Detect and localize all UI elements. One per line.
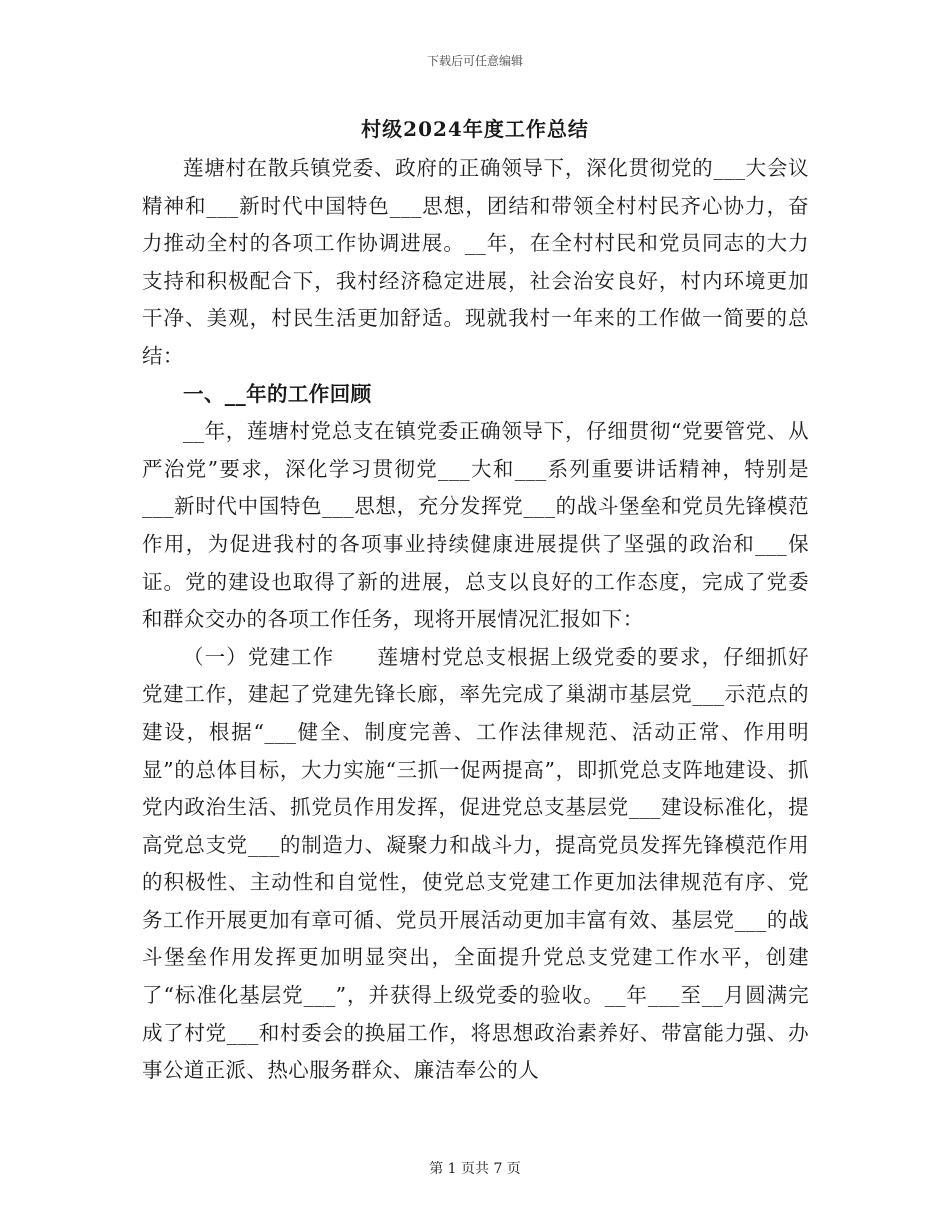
document-title: 村级2024年度工作总结 [361,117,589,141]
page-number: 第 1 页共 7 页 [429,1161,521,1177]
body-paragraph: （一）党建工作 莲塘村党总支根据上级党委的要求，仔细抓好党建工作，建起了党建先锋长廊，率先完成了巢湖市基层党___示范点的建设，根据“___健全、制度完善、工作法律规范、活动正常、作用明显”的总体目标，大力实施“三抓一促两提高”，即抓党总支阵地建设、抓党内政治生活、抓党员作用发挥，促进党总支基层党___建设标准化，提高党总支党___的制造力、凝聚力和战斗力，提高党员发挥先锋模范作用的积极性、主动性和自觉性，使党总支党建工作更加法律规范有序、党务工作开展更加有章可循、党员开展活动更加丰富有效、基层党___的战斗堡垒作用发挥更加明显突出，全面提升党总支党建工作水平，创建了“标准化基层党___”，并获得上级党委的验收。__年___至__月圆满完成了村党___和村委会的换届工作，将思想政治素养好、带富能力强、办事公道正派、热心服务群众、廉洁奉公的人 [142,644,809,1083]
body-paragraph: __年，莲塘村党总支在镇党委正确领导下，仔细贯彻“党要管党、从严治党”要求，深化学习贯彻党___大和___系列重要讲话精神，特别是___新时代中国特色___思想，充分发挥党___的战斗堡垒和党员先锋模范作用，为促进我村的各项事业持续健康进展提供了坚强的政治和___保证。党的建设也取得了新的进展，总支以良好的工作态度，完成了党委和群众交办的各项工作任务，现将开展情况汇报如下： [142,419,809,632]
page-header-note: 下载后可任意编辑 [426,54,523,68]
section-heading: 一、__年的工作回顾 [183,381,372,406]
intro-paragraph: 莲塘村在散兵镇党委、政府的正确领导下，深化贯彻党的___大会议精神和___新时代中国特色___思想，团结和带领全村村民齐心协力，奋力推动全村的各项工作协调进展。__年，在全村村民和党员同志的大力支持和积极配合下，我村经济稳定进展，社会治安良好，村内环境更加干净、美观，村民生活更加舒适。现就我村一年来的工作做一简要的总结： [142,156,809,368]
document-body [142,150,809,1090]
